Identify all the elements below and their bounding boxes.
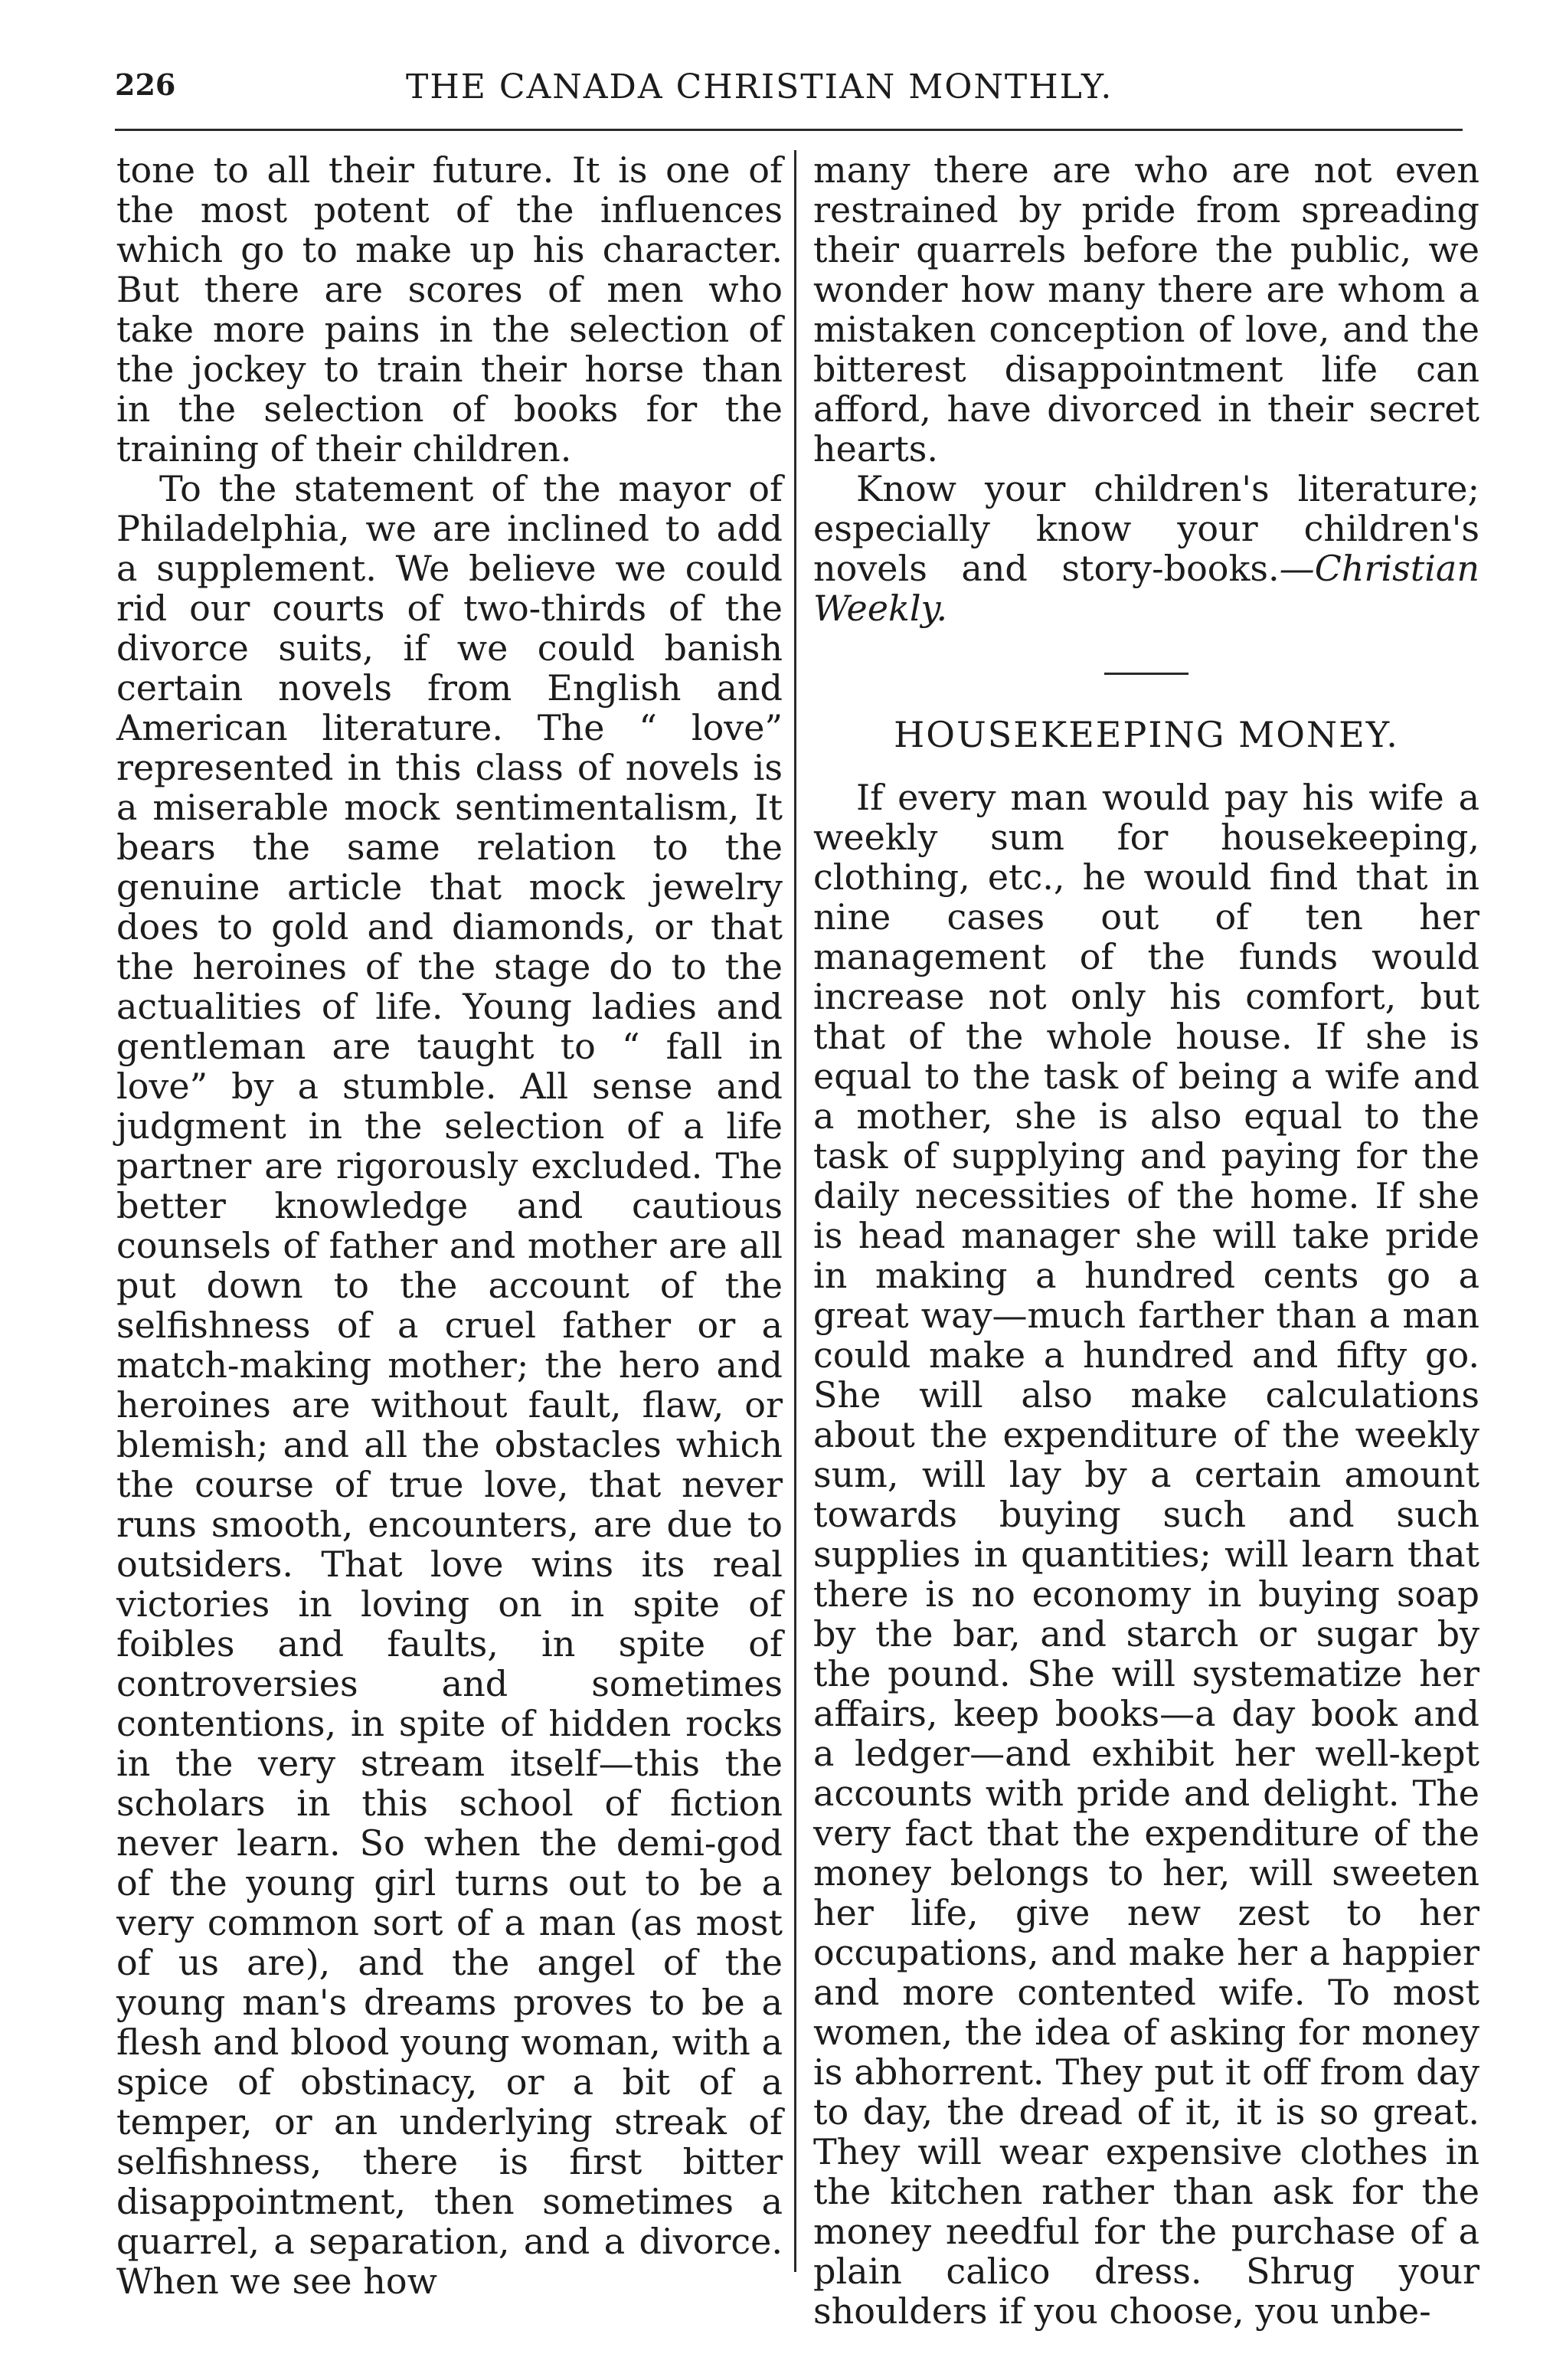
closing-text: Know your children's literature; especially know your children's novels and story-books. <box>813 468 1479 589</box>
left-column <box>116 150 783 2301</box>
section-rule <box>1104 673 1188 675</box>
right-column <box>813 150 1479 2331</box>
attribution: —Christian Weekly. <box>813 548 1479 629</box>
housekeeping-paragraph: If every man would pay his wife a weekly sum for housekeeping, clothing, etc., he would find that in nine cases out of ten her management of the funds would increase not only his comfort, but that of the whole house. If she is equal to the task of being a wife and a mother, she is also equal to the task of supplying and paying for the daily necessities of the home. If she is head manager she will take pride in making a hundred cents go a great way—much farther than a man could make a hundred and fifty go. She will also make calculations about the expenditure of the weekly sum, will lay by a certain amount towards buying such and such supplies in quantities; will learn that there is no economy in buying soap by the bar, and starch or sugar by the pound. She will systematize her affairs, keep books—a day book and a ledger—and exhibit her well-kept accounts with pride and delight. The very fact that the expenditure of the money belongs to her, will sweeten her life, give new zest to her occupations, and make her a happier and more contented wife. To most women, the idea of asking for money is abhorrent. They put it off from day to day, the dread of it, it is so great. They will wear expensive clothes in the kitchen rather than ask for the money needful for the purchase of a plain calico dress. Shrug your shoulders if you choose, you unbe- <box>813 777 1479 2332</box>
page-number: 226 <box>115 67 176 102</box>
header-rule <box>115 129 1463 131</box>
page-header <box>115 67 1455 116</box>
right-continuation-paragraph: many there are who are not even restrained by pride from spreading their quarrels before the public, we wonder how many there are whom a mistaken conception of love, and the bitterest disappointment life can afford, have divorced in their secret hearts. <box>813 149 1479 470</box>
left-paragraph-1: tone to all their future. It is one of the most potent of the influences which go to make up his character. But there are scores of men who take more pains in the selection of the jockey to train their horse than in the selection of books for the training of their children. <box>116 149 783 470</box>
section-heading: HOUSEKEEPING MONEY. <box>894 714 1399 755</box>
column-divider <box>794 150 796 2272</box>
closing-paragraph <box>813 469 1479 628</box>
running-title: THE CANADA CHRISTIAN MONTHLY. <box>406 67 1113 106</box>
left-paragraph-2: To the statement of the mayor of Philadelphia, we are inclined to add a supplement. We believe we could rid our courts of two-thirds of the divorce suits, if we could banish certain novels from English and American literature. The “ love” represented in this class of novels is a miserable mock sentimentalism, It bears the same relation to the genuine article that mock jewelry does to gold and diamonds, or that the heroines of the stage do to the actualities of life. Young ladies and gentleman are taught to “ fall in love” by a stumble. All sense and judgment in the selection of a life partner are rigorously excluded. The better knowledge and cautious counsels of father and mother are all put down to the account of the selfishness of a cruel father or a match-making mother; the hero and heroines are without fault, flaw, or blemish; and all the obstacles which the course of true love, that never runs smooth, encounters, are due to outsiders. That love wins its real victories in loving on in spite of foibles and faults, in spite of controversies and sometimes contentions, in spite of hidden rocks in the very stream itself—this the scholars in this school of fiction never learn. So when the demi-god of the young girl turns out to be a very common sort of a man (as most of us are), and the angel of the young man's dreams proves to be a flesh and blood young woman, with a spice of obstinacy, or a bit of a temper, or an underlying streak of selfishness, there is first bitter disappointment, then sometimes a quarrel, a separation, and a divorce. When we see how <box>116 468 783 2302</box>
